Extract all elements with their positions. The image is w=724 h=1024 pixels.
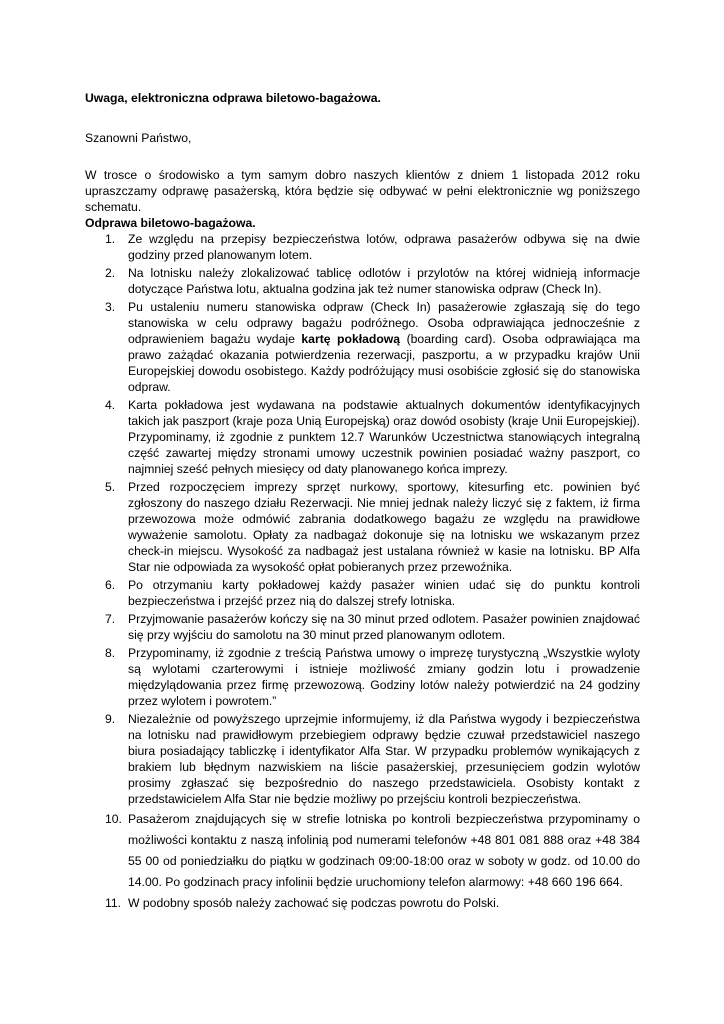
list-item [85, 611, 640, 643]
list-item-number: 8. [105, 646, 116, 660]
list-item-text: Przed rozpoczęciem imprezy sprzęt nurkowy, sportowy, kitesurfing etc. powinien być zgłoszony do naszego działu Rezerwacji. Nie mniej jednak należy liczyć się z faktem, iż firma przewozowa może odmówić zabrania dodatkowego bagażu ze względu na prawidłowe wyważenie samolotu. Opłaty za nadbagaż dokonuje się na lotnisku we wskazanym przez check-in miejscu. Wysokość za nadbagaż jest ustalana również w kasie na lotnisku. BP Alfa Star nie odpowiada za wysokość opłat pobieranych przez przewoźnika. [128, 480, 640, 574]
list-item [85, 265, 640, 297]
list-item-text: Przypominamy, iż zgodnie z treścią Państwa umowy o imprezę turystyczną „Wszystkie wyloty są wylotami czarterowymi i istnieje możliwość zmiany godzin lotu i prowadzenie międzylądowania przez firmę przewozową. Godziny lotów należy potwierdzić na 24 godziny przez wylotem i powrotem.” [128, 646, 640, 708]
list-item [85, 809, 640, 893]
list-item [85, 231, 640, 263]
list-item-number: 3. [105, 300, 116, 314]
list-item-text-start: Pu ustaleniu numeru stanowiska odpraw (Check In) pasażerowie zgłaszają się do tego stanowiska w celu odprawy bagażu podróżnego. Osoba odprawiająca jednocześnie z odprawieniem bagażu wydaje [128, 300, 640, 346]
document-title: Uwaga, elektroniczna odprawa biletowo-bagażowa. [85, 91, 381, 105]
list-item-number: 11. [105, 896, 122, 910]
list-item-number: 4. [105, 398, 116, 412]
document-page [85, 90, 640, 913]
list-item-text-end: (boarding card). Osoba odprawiająca ma prawo zażądać okazania potwierdzenia rezerwacji, paszportu, a w przypadku krajów Unii Europejskiej dowodu osobistego. Każdy podróżujący musi osobiście zgłosić się do stanowiska odpraw. [128, 332, 640, 394]
list-item [85, 299, 640, 395]
list-item-number: 9. [105, 712, 116, 726]
list-item-text: Karta pokładowa jest wydawana na podstawie aktualnych dokumentów identyfikacyjnych takich jak paszport (kraje poza Unią Europejską) oraz dowód osobisty (kraje Unii Europejskiej). Przypominamy, iż zgodnie z punktem 12.7 Warunków Uczestnictwa stanowiących integralną część zawartej między stronami umowy uczestnik powinien posiadać ważny paszport, co najmniej sześć pełnych miesięcy od daty planowanego końca imprezy. [128, 398, 640, 476]
list-item-text: Niezależnie od powyższego uprzejmie informujemy, iż dla Państwa wygody i bezpieczeństwa na lotnisku nad prawidłowym przebiegiem odprawy będzie czuwał przedstawiciel naszego biura posiadający tabliczkę i identyfikator Alfa Star. W przypadku problemów wynikających z brakiem lub błędnym nazwiskiem na liście pasażerskiej, przesunięciem godzin wylotów prosimy zgłaszać się bezpośrednio do naszego przedstawiciela. Osobisty kontakt z przedstawicielem Alfa Star nie będzie możliwy po przejściu kontroli bezpieczeństwa. [128, 712, 640, 806]
section-heading: Odprawa biletowo-bagażowa. [85, 216, 256, 230]
list-item [85, 645, 640, 709]
greeting: Szanowni Państwo, [85, 131, 192, 145]
instructions-list [85, 231, 640, 911]
list-item-number: 2. [105, 266, 116, 280]
list-item [85, 479, 640, 575]
list-item-text: W podobny sposób należy zachować się podczas powrotu do Polski. [128, 896, 500, 910]
boarding-card-emphasis: kartę pokładową [301, 332, 401, 346]
list-item [85, 577, 640, 609]
list-item-text: Na lotnisku należy zlokalizować tablicę odlotów i przylotów na której widnieją informacje dotyczące Państwa lotu, aktualna godzina jak też numer stanowiska odpraw (Check In). [128, 266, 640, 296]
list-item [85, 711, 640, 807]
intro-paragraph: W trosce o środowisko a tym samym dobro naszych klientów z dniem 1 listopada 2012 roku upraszczamy odprawę pasażerską, która będzie się odbywać w pełni elektronicznie wg poniższego schematu. [85, 168, 640, 214]
list-item-text: Po otrzymaniu karty pokładowej każdy pasażer winien udać się do punktu kontroli bezpieczeństwa i przejść przez nią do dalszej strefy lotniska. [128, 578, 640, 608]
list-item [85, 895, 640, 911]
list-item-number: 7. [105, 612, 116, 626]
list-item [85, 397, 640, 477]
list-item-text: Przyjmowanie pasażerów kończy się na 30 minut przed odlotem. Pasażer powinien znajdować się przy wyjściu do samolotu na 30 minut przed planowanym odlotem. [128, 612, 640, 642]
list-item-number: 6. [105, 578, 116, 592]
list-item-number: 1. [105, 232, 116, 246]
list-item-text [128, 300, 640, 394]
list-item-text: Ze względu na przepisy bezpieczeństwa lotów, odprawa pasażerów odbywa się na dwie godziny przed planowanym lotem. [128, 232, 640, 262]
list-item-number: 10. [105, 812, 122, 826]
list-item-number: 5. [105, 480, 116, 494]
list-item-text: Pasażerom znajdujących się w strefie lotniska po kontroli bezpieczeństwa przypominamy o możliwości kontaktu z naszą infolinią pod numerami telefonów +48 801 081 888 oraz +48 384 55 00 od poniedziałku do piątku w godzinach 09:00-18:00 oraz w soboty w godz. od 10.00 do 14.00. Po godzinach pracy infolinii będzie uruchomiony telefon alarmowy: +48 660 196 664. [128, 812, 640, 889]
